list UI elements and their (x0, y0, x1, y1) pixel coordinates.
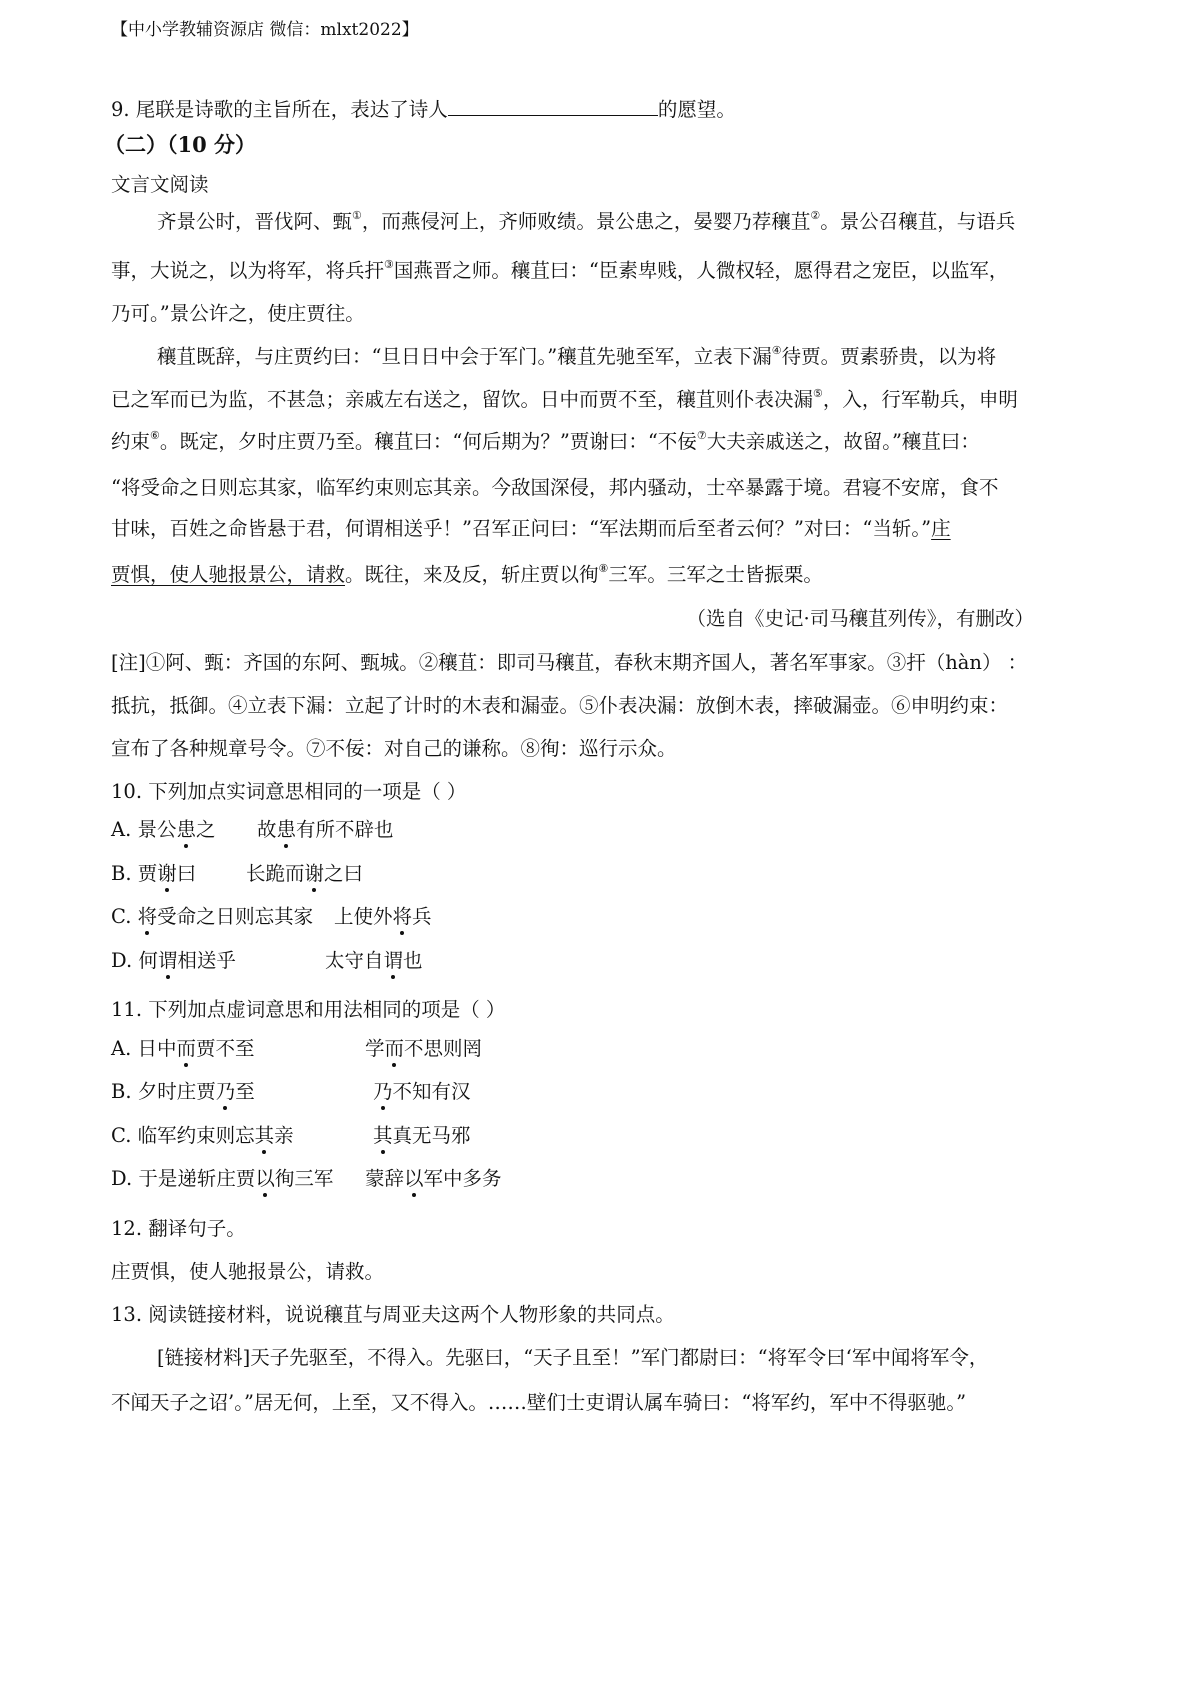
q10-option-d[interactable]: D. 何谓相送乎 太守自谓也 (111, 949, 423, 972)
notes-line: [注]①阿、甄：齐国的东阿、甄城。②穰苴：即司马穰苴，春秋末期齐国人，著名军事家。③扞（hàn） ： (111, 651, 1028, 674)
question-10-stem: 10. 下列加点实词意思相同的一项是（ ） (111, 780, 467, 803)
passage-line: 穰苴既辞，与庄贾约曰：“旦日日中会于军门。”穰苴先驰至军，立表下漏④待贾。贾素骄贵，以为将 (157, 344, 997, 368)
passage-source: （选自《史记·司马穰苴列传》，有删改） (686, 607, 1034, 630)
q11-option-d[interactable]: D. 于是递斩庄贾以徇三军 蒙辞以军中多务 (111, 1167, 502, 1190)
notes-line: 宣布了各种规章号令。⑦不佞：对自己的谦称。⑧徇：巡行示众。 (111, 737, 677, 760)
section-subtitle: 文言文阅读 (111, 173, 209, 196)
link-material-line: [链接材料]天子先驱至，不得入。先驱曰，“天子且至！”军门都尉曰：“将军令曰‘军中闻将军令， (157, 1346, 989, 1369)
question-12-sentence: 庄贾惧，使人驰报景公，请救。 (111, 1260, 385, 1283)
passage-line: 贾惧，使人驰报景公，请救。既往，来及反，斩庄贾以徇⑧三军。三军之士皆振栗。 (111, 562, 823, 586)
passage-line: 乃可。”景公许之，使庄贾往。 (111, 302, 365, 325)
q11-option-c[interactable]: C. 临军约束则忘其亲 其真无马邪 (111, 1124, 471, 1147)
question-9: 9. 尾联是诗歌的主旨所在，表达了诗人 的愿望。 (111, 98, 736, 121)
q10-option-c[interactable]: C. 将受命之日则忘其家 上使外将兵 (111, 905, 432, 928)
passage-line: 齐景公时，晋伐阿、甄①，而燕侵河上，齐师败绩。景公患之，晏婴乃荐穰苴②。景公召穰苴，与语兵 (157, 209, 1016, 233)
source-header: 【中小学教辅资源店 微信：mlxt2022】 (111, 20, 419, 40)
q10-option-b[interactable]: B. 贾谢曰 长跪而谢之曰 (111, 862, 364, 885)
section-title: （二）（10 分） (104, 132, 257, 157)
q11-option-a[interactable]: A. 日中而贾不至 学而不思则罔 (111, 1037, 483, 1060)
passage-line: 事，大说之，以为将军，将兵扞③国燕晋之师。穰苴曰：“臣素卑贱，人微权轻，愿得君之宠臣，以监军， (111, 258, 1009, 282)
notes-line: 抵抗，抵御。④立表下漏：立起了计时的木表和漏壶。⑤仆表决漏：放倒木表，摔破漏壶。⑥申明约束： (111, 694, 1009, 717)
question-11-stem: 11. 下列加点虚词意思和用法相同的项是（ ） (111, 998, 506, 1021)
passage-line: 甘味，百姓之命皆悬于君，何谓相送乎！”召军正问曰：“军法期而后至者云何？”对曰：“当斩。”庄 (111, 517, 951, 540)
passage-line: “将受命之日则忘其家，临军约束则忘其亲。今敌国深侵，邦内骚动，士卒暴露于境。君寝不安席，食不 (111, 476, 999, 499)
q11-option-b[interactable]: B. 夕时庄贾乃至 乃不知有汉 (111, 1080, 471, 1103)
answer-blank[interactable] (448, 97, 658, 116)
question-13-stem: 13. 阅读链接材料，说说穰苴与周亚夫这两个人物形象的共同点。 (111, 1303, 675, 1326)
passage-line: 约束⑥。既定，夕时庄贾乃至。穰苴曰：“何后期为？”贾谢曰：“不佞⑦大夫亲戚送之，故留。”穰苴曰： (111, 429, 980, 453)
passage-line: 已之军而已为监，不甚急；亲戚左右送之，留饮。日中而贾不至，穰苴则仆表决漏⑤，入，行军勒兵，申明 (111, 387, 1018, 411)
link-material-line: 不闻天子之诏’。”居无何，上至，又不得入。……壁们士吏谓认属车骑曰：“将军约，军中不得驱驰。” (111, 1391, 967, 1414)
question-12-stem: 12. 翻译句子。 (111, 1217, 246, 1240)
q10-option-a[interactable]: A. 景公患之 故患有所不辟也 (111, 818, 394, 841)
